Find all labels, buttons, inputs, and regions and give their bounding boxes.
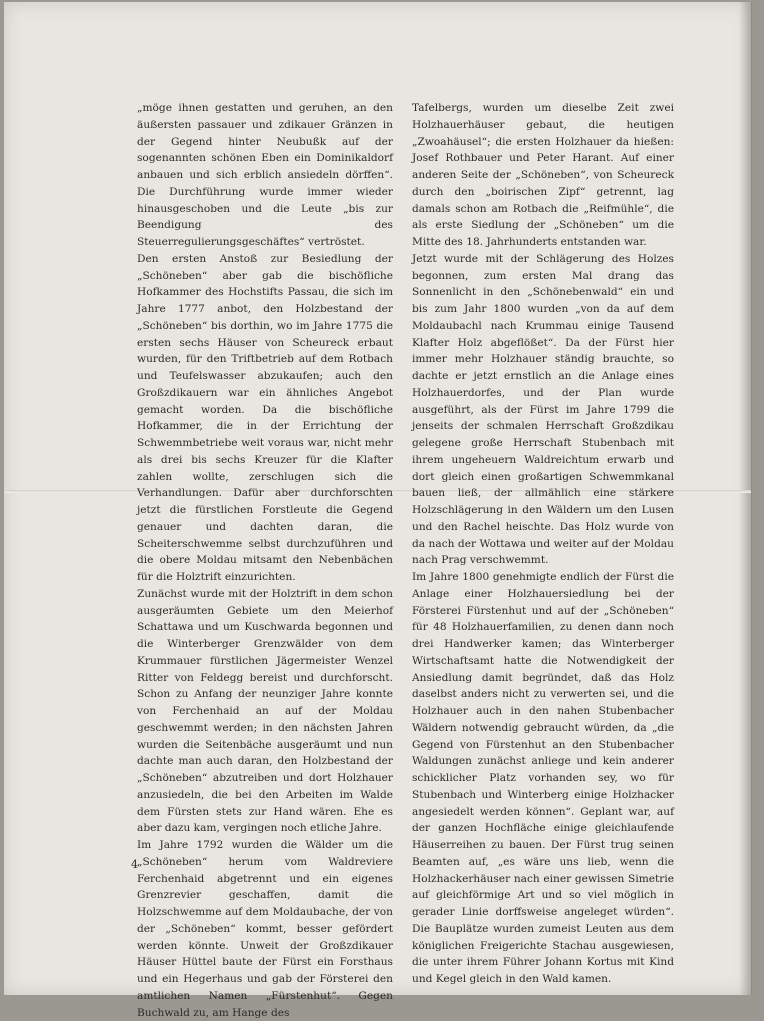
page-edge-shadow: [739, 2, 751, 995]
paragraph: Zunächst wurde mit der Holztrift in dem schon ausgeräumten Gebiete um den Meierhof Schattawa und um Kuschwarda begonnen und die Winterberger Grenzwälder von dem Krummauer fürstlichen Jägermeister Wenzel Ritter von Feldegg bereist und durchforscht. Schon zu Anfang der neunziger Jahre konnte von Ferchenhaid an auf der Moldau geschwemmt werden; in den nächsten Jahren wurden die Seitenbäche ausgeräumt und nun dachte man auch daran, den Holzbestand der „Schöneben“ abzutreiben und dort Holzhauer anzusiedeln, die bei den Arbeiten im Walde dem Fürsten stets zur Hand wären. Ehe es aber dazu kam, vergingen noch etliche Jahre.: [137, 587, 393, 835]
paragraph: Tafelbergs, wurden um dieselbe Zeit zwei Holzhauerhäuser gebaut, die heutigen „Zwoahäusel“; die ersten Holzhauer da hießen: Josef Rothbauer und Peter Harant. Auf einer anderen Seite der „Schöneben“, von Scheureck durch den „boirischen Zipf“ getrennt, lag damals schon am Rotbach die „Reifmühle“, die als erste Siedlung der „Schöneben“ um die Mitte des 18. Jahrhunderts entstanden war.: [412, 102, 674, 248]
page-number: 4: [131, 858, 138, 871]
document-page: [4, 2, 752, 1019]
paragraph: „möge ihnen gestatten und geruhen, an den äußersten passauer und zdikauer Gränzen in der Gegend hinter Neubußk auf der sogenannten schönen Eben ein Dominikaldorf anbauen und sich erblich ansiedeln dörffen“. Die Durchführung wurde immer wieder hinausgeschoben und die Leute „bis zur Beendigung des Steuerregulierungsgeschäftes“ vertröstet.: [137, 102, 393, 248]
paragraph: Im Jahre 1800 genehmigte endlich der Fürst die Anlage einer Holzhauersiedlung bei der Försterei Fürstenhut und auf der „Schöneben“ für 48 Holzhauerfamilien, zu denen dann noch drei Handwerker kamen; das Winterberger Wirtschaftsamt hatte die Notwendigkeit der Ansiedlung damit begründet, daß das Holz daselbst anders nicht zu verwerten sei, und die Holzhauer auch in den nahen Stubenbacher Wäldern notwendig gebraucht würden, da „die Gegend von Fürstenhut an den Stubenbacher Waldungen zunächst anliege und kein anderer schicklicher Platz vorhanden sey, wo für Stubenbach und Winterberg einige Holzhacker angesiedelt werden können“. Geplant war, auf der ganzen Hochfläche einige gleichlaufende Häuserreihen zu bauen. Der Fürst trug seinen Beamten auf, „es wäre uns lieb, wenn die Holzhackerhäuser nach einer gewissen Simetrie auf gleichförmige Art und so viel möglich in gerader Linie dorffsweise angeleget würden“. Die Bauplätze wurden zumeist Leuten aus dem königlichen Freigerichte Stachau ausgewiesen, die unter ihrem Führer Johann Kortus mit Kind und Kegel gleich in den Wald kamen.: [412, 571, 674, 985]
right-text-column: [412, 100, 674, 988]
paragraph: Im Jahre 1792 wurden die Wälder um die „Schöneben“ herum vom Waldreviere Ferchenhaid abgetrennt und ein eigenes Grenzrevier geschaffen, damit die Holzschwemme auf dem Moldaubache, der von der „Schöneben“ kommt, besser gefördert werden könnte. Unweit der Großzdikauer Häuser Hüttel baute der Fürst ein Forsthaus und ein Hegerhaus und gab der Försterei den amtlichen Namen „Fürstenhut“. Gegen Buchwald zu, am Hange des: [137, 839, 393, 1019]
paragraph: Jetzt wurde mit der Schlägerung des Holzes begonnen, zum ersten Mal drang das Sonnenlicht in den „Schönebenwald“ ein und bis zum Jahr 1800 wurden „von da auf dem Moldaubachl nach Krummau einige Tausend Klafter Holz abgeflößet“. Da der Fürst hier immer mehr Holzhauer ständig brauchte, so dachte er jetzt ernstlich an die Anlage eines Holzhauerdorfes, und der Plan wurde ausgeführt, als der Fürst im Jahre 1799 die jenseits der schmalen Herrschaft Großzdikau gelegene große Herrschaft Stubenbach mit ihrem ungeheuern Waldreichtum erwarb und dort gleich einen großartigen Schwemmkanal bauen ließ, der allmählich eine stärkere Holzschlägerung in den Wäldern um den Lusen und den Rachel heischte. Das Holz wurde von da nach der Wottawa und weiter auf der Moldau nach Prag verschwemmt.: [412, 252, 674, 567]
left-text-column: [137, 100, 393, 1021]
paragraph: Den ersten Anstoß zur Besiedlung der „Schöneben“ aber gab die bischöfliche Hofkammer des Hochstifts Passau, die sich im Jahre 1777 anbot, den Holzbestand der „Schöneben“ bis dorthin, wo im Jahre 1775 die ersten sechs Häuser von Scheureck erbaut wurden, für den Triftbetrieb auf dem Rotbach und Teufelswasser abzukaufen; auch den Großzdikauern war ein ähnliches Angebot gemacht worden. Da die bischöfliche Hofkammer, die in der Errichtung der Schwemmbetriebe weit voraus war, nicht mehr als drei bis sechs Kreuzer für die Klafter zahlen wollte, zerschlugen sich die Verhandlungen. Dafür aber durchforschten jetzt die fürstlichen Forstleute die Gegend genauer und dachten daran, die Scheiterschwemme selbst durchzuführen und die obere Moldau mitsamt den Nebenbächen für die Holztrift einzurichten.: [137, 252, 393, 583]
